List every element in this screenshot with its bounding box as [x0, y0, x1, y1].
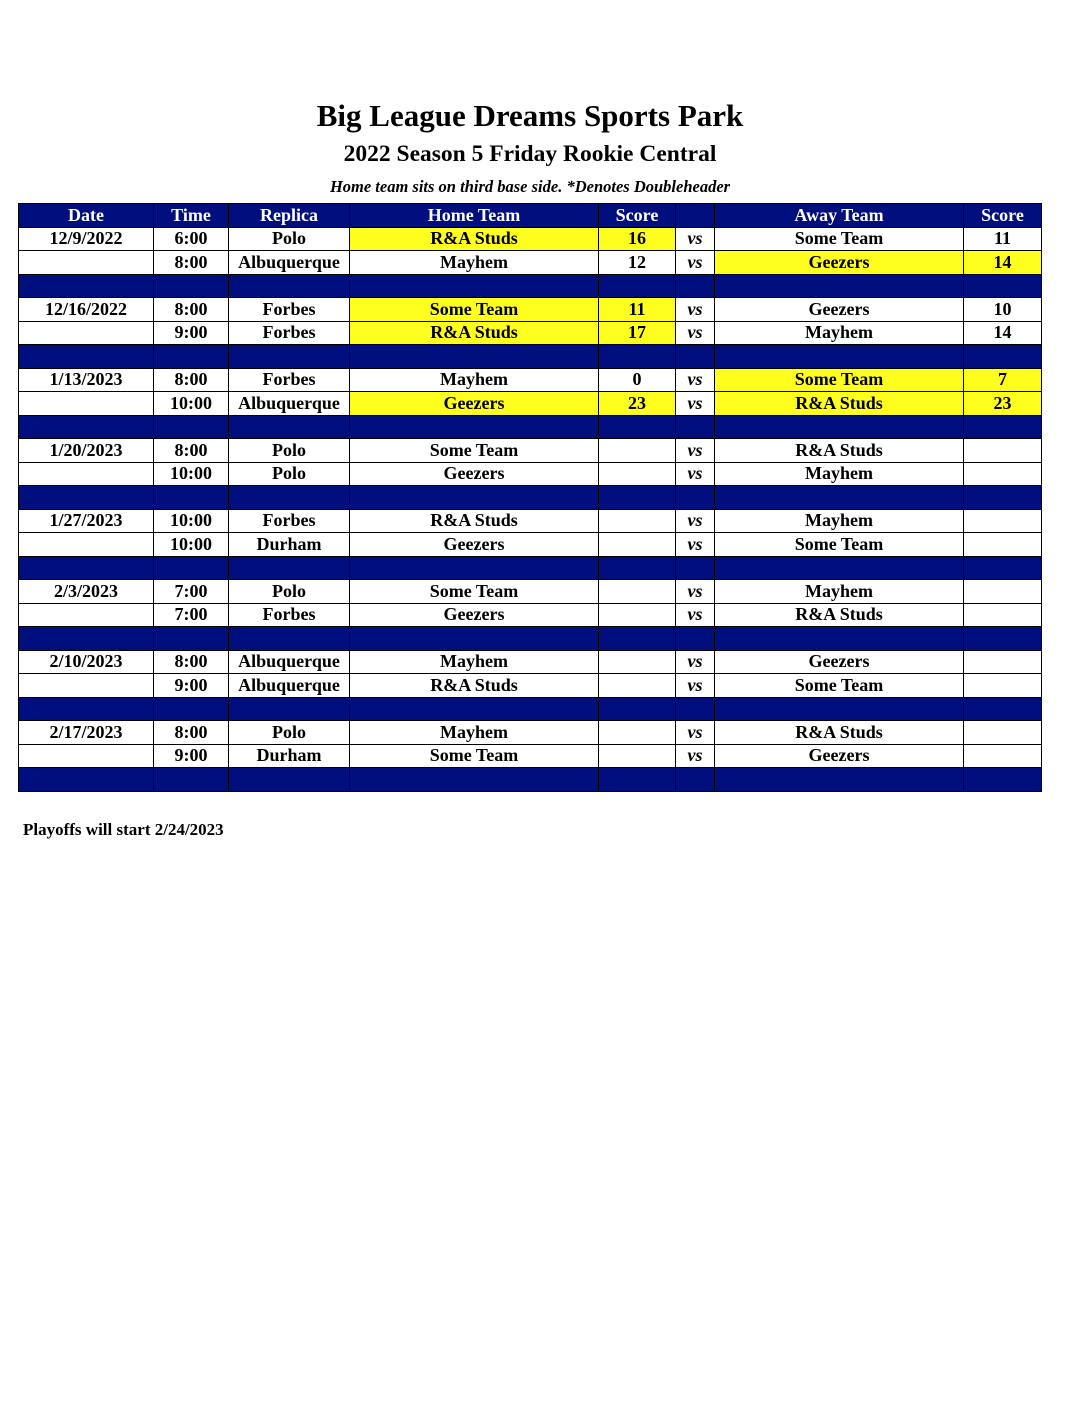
- week-separator: [19, 627, 1042, 651]
- game-time: 6:00: [154, 227, 229, 251]
- game-date: 1/20/2023: [19, 439, 154, 463]
- home-team: Geezers: [350, 533, 599, 557]
- game-row: [19, 321, 1042, 345]
- separator-cell: [229, 486, 350, 510]
- game-row: [19, 650, 1042, 674]
- vs-label: vs: [676, 439, 715, 463]
- game-row: [19, 439, 1042, 463]
- away-team: Some Team: [715, 227, 964, 251]
- separator-cell: [350, 274, 599, 298]
- home-team: Geezers: [350, 392, 599, 416]
- separator-cell: [229, 627, 350, 651]
- separator-cell: [19, 768, 154, 792]
- page-title: Big League Dreams Sports Park: [316, 98, 744, 133]
- separator-cell: [229, 415, 350, 439]
- separator-cell: [154, 486, 229, 510]
- home-score: 11: [599, 298, 676, 322]
- header-row: [19, 204, 1042, 228]
- separator-cell: [350, 768, 599, 792]
- separator-cell: [19, 274, 154, 298]
- game-time: 8:00: [154, 251, 229, 275]
- vs-label: vs: [676, 251, 715, 275]
- game-field: Polo: [229, 580, 350, 604]
- home-score: [599, 744, 676, 768]
- separator-cell: [154, 415, 229, 439]
- game-row: [19, 227, 1042, 251]
- separator-cell: [676, 627, 715, 651]
- away-score: 14: [964, 321, 1042, 345]
- away-score: 23: [964, 392, 1042, 416]
- separator-cell: [350, 556, 599, 580]
- away-team: Some Team: [715, 533, 964, 557]
- game-field: Forbes: [229, 298, 350, 322]
- game-time: 9:00: [154, 744, 229, 768]
- away-team: Mayhem: [715, 321, 964, 345]
- game-field: Albuquerque: [229, 650, 350, 674]
- game-date: 1/27/2023: [19, 509, 154, 533]
- away-score: [964, 462, 1042, 486]
- week-separator: [19, 768, 1042, 792]
- separator-cell: [154, 556, 229, 580]
- game-row: [19, 744, 1042, 768]
- separator-cell: [715, 345, 964, 369]
- separator-cell: [964, 345, 1042, 369]
- away-score: [964, 439, 1042, 463]
- away-team: Mayhem: [715, 509, 964, 533]
- separator-cell: [350, 345, 599, 369]
- vs-label: vs: [676, 674, 715, 698]
- week-separator: [19, 415, 1042, 439]
- away-score: 10: [964, 298, 1042, 322]
- home-score: [599, 650, 676, 674]
- home-score: 17: [599, 321, 676, 345]
- home-team: Mayhem: [350, 721, 599, 745]
- game-date: [19, 603, 154, 627]
- away-team: R&A Studs: [715, 439, 964, 463]
- game-date: [19, 251, 154, 275]
- separator-cell: [19, 697, 154, 721]
- game-row: [19, 509, 1042, 533]
- away-score: [964, 533, 1042, 557]
- separator-cell: [676, 415, 715, 439]
- away-score: [964, 509, 1042, 533]
- away-team: Mayhem: [715, 462, 964, 486]
- home-team: R&A Studs: [350, 227, 599, 251]
- game-field: Polo: [229, 462, 350, 486]
- home-team: Mayhem: [350, 650, 599, 674]
- separator-cell: [599, 415, 676, 439]
- separator-cell: [19, 627, 154, 651]
- game-row: [19, 251, 1042, 275]
- away-score: [964, 721, 1042, 745]
- separator-cell: [676, 768, 715, 792]
- separator-cell: [154, 768, 229, 792]
- home-team: R&A Studs: [350, 674, 599, 698]
- game-field: Polo: [229, 227, 350, 251]
- game-field: Forbes: [229, 321, 350, 345]
- home-score: [599, 721, 676, 745]
- game-row: [19, 603, 1042, 627]
- game-field: Forbes: [229, 509, 350, 533]
- separator-cell: [350, 627, 599, 651]
- away-score: 14: [964, 251, 1042, 275]
- separator-cell: [599, 627, 676, 651]
- away-score: [964, 580, 1042, 604]
- game-row: [19, 533, 1042, 557]
- game-date: 1/13/2023: [19, 368, 154, 392]
- separator-cell: [676, 274, 715, 298]
- game-date: [19, 674, 154, 698]
- separator-cell: [599, 486, 676, 510]
- game-row: [19, 368, 1042, 392]
- away-team: Geezers: [715, 251, 964, 275]
- home-score: [599, 603, 676, 627]
- col-header-home-score: Score: [599, 204, 676, 228]
- col-header-away-team: Away Team: [715, 204, 964, 228]
- game-field: Durham: [229, 744, 350, 768]
- away-score: [964, 674, 1042, 698]
- home-team: Geezers: [350, 462, 599, 486]
- vs-label: vs: [676, 533, 715, 557]
- game-time: 7:00: [154, 603, 229, 627]
- separator-cell: [715, 697, 964, 721]
- week-separator: [19, 345, 1042, 369]
- away-score: [964, 603, 1042, 627]
- home-score: 23: [599, 392, 676, 416]
- separator-cell: [715, 415, 964, 439]
- col-header-vs: [676, 204, 715, 228]
- home-team: Some Team: [350, 580, 599, 604]
- game-time: 8:00: [154, 298, 229, 322]
- vs-label: vs: [676, 392, 715, 416]
- game-time: 8:00: [154, 650, 229, 674]
- game-row: [19, 298, 1042, 322]
- home-score: [599, 462, 676, 486]
- separator-cell: [350, 697, 599, 721]
- separator-cell: [715, 627, 964, 651]
- game-time: 8:00: [154, 368, 229, 392]
- separator-cell: [19, 415, 154, 439]
- separator-cell: [154, 274, 229, 298]
- schedule-table: [18, 203, 1042, 792]
- separator-cell: [350, 486, 599, 510]
- separator-cell: [715, 556, 964, 580]
- home-score: [599, 674, 676, 698]
- away-team: Geezers: [715, 298, 964, 322]
- away-team: Geezers: [715, 744, 964, 768]
- home-team: Mayhem: [350, 251, 599, 275]
- col-header-replica: Replica: [229, 204, 350, 228]
- game-date: [19, 462, 154, 486]
- game-field: Polo: [229, 439, 350, 463]
- playoffs-note: Playoffs will start 2/24/2023: [23, 820, 224, 839]
- home-score: 16: [599, 227, 676, 251]
- away-score: 11: [964, 227, 1042, 251]
- game-date: [19, 321, 154, 345]
- col-header-time: Time: [154, 204, 229, 228]
- game-row: [19, 462, 1042, 486]
- away-team: Some Team: [715, 368, 964, 392]
- separator-cell: [599, 556, 676, 580]
- separator-cell: [229, 556, 350, 580]
- away-score: 7: [964, 368, 1042, 392]
- home-score: [599, 509, 676, 533]
- vs-label: vs: [676, 603, 715, 627]
- schedule-note: Home team sits on third base side. *Denotes Doubleheader: [329, 177, 731, 196]
- separator-cell: [676, 556, 715, 580]
- separator-cell: [599, 274, 676, 298]
- game-time: 10:00: [154, 533, 229, 557]
- col-header-date: Date: [19, 204, 154, 228]
- game-time: 7:00: [154, 580, 229, 604]
- game-time: 8:00: [154, 439, 229, 463]
- game-time: 10:00: [154, 509, 229, 533]
- game-date: 12/9/2022: [19, 227, 154, 251]
- game-field: Durham: [229, 533, 350, 557]
- home-score: [599, 533, 676, 557]
- separator-cell: [599, 345, 676, 369]
- game-time: 9:00: [154, 674, 229, 698]
- home-score: [599, 580, 676, 604]
- separator-cell: [229, 345, 350, 369]
- game-field: Forbes: [229, 603, 350, 627]
- game-date: 12/16/2022: [19, 298, 154, 322]
- home-team: Geezers: [350, 603, 599, 627]
- home-score: 12: [599, 251, 676, 275]
- away-team: R&A Studs: [715, 392, 964, 416]
- separator-cell: [964, 274, 1042, 298]
- away-team: R&A Studs: [715, 721, 964, 745]
- separator-cell: [19, 486, 154, 510]
- separator-cell: [599, 697, 676, 721]
- game-date: 2/3/2023: [19, 580, 154, 604]
- separator-cell: [964, 415, 1042, 439]
- home-team: Some Team: [350, 298, 599, 322]
- vs-label: vs: [676, 580, 715, 604]
- game-time: 10:00: [154, 462, 229, 486]
- home-team: R&A Studs: [350, 509, 599, 533]
- week-separator: [19, 556, 1042, 580]
- vs-label: vs: [676, 650, 715, 674]
- game-date: [19, 744, 154, 768]
- home-team: Some Team: [350, 744, 599, 768]
- game-field: Albuquerque: [229, 674, 350, 698]
- vs-label: vs: [676, 368, 715, 392]
- vs-label: vs: [676, 462, 715, 486]
- game-field: Polo: [229, 721, 350, 745]
- vs-label: vs: [676, 721, 715, 745]
- game-row: [19, 721, 1042, 745]
- week-separator: [19, 274, 1042, 298]
- separator-cell: [676, 345, 715, 369]
- separator-cell: [964, 697, 1042, 721]
- separator-cell: [715, 274, 964, 298]
- schedule-body: [19, 227, 1042, 791]
- away-score: [964, 744, 1042, 768]
- separator-cell: [599, 768, 676, 792]
- separator-cell: [715, 486, 964, 510]
- vs-label: vs: [676, 321, 715, 345]
- game-time: 8:00: [154, 721, 229, 745]
- separator-cell: [229, 274, 350, 298]
- separator-cell: [676, 697, 715, 721]
- game-date: 2/10/2023: [19, 650, 154, 674]
- separator-cell: [154, 697, 229, 721]
- away-team: R&A Studs: [715, 603, 964, 627]
- game-time: 10:00: [154, 392, 229, 416]
- game-date: [19, 392, 154, 416]
- col-header-home-team: Home Team: [350, 204, 599, 228]
- separator-cell: [154, 345, 229, 369]
- col-header-away-score: Score: [964, 204, 1042, 228]
- away-team: Geezers: [715, 650, 964, 674]
- vs-label: vs: [676, 509, 715, 533]
- game-field: Albuquerque: [229, 251, 350, 275]
- home-team: Mayhem: [350, 368, 599, 392]
- game-row: [19, 580, 1042, 604]
- separator-cell: [350, 415, 599, 439]
- page-subtitle: 2022 Season 5 Friday Rookie Central: [343, 141, 717, 167]
- separator-cell: [964, 627, 1042, 651]
- vs-label: vs: [676, 227, 715, 251]
- away-team: Some Team: [715, 674, 964, 698]
- game-date: [19, 533, 154, 557]
- home-score: [599, 439, 676, 463]
- game-field: Forbes: [229, 368, 350, 392]
- separator-cell: [964, 768, 1042, 792]
- separator-cell: [19, 345, 154, 369]
- game-field: Albuquerque: [229, 392, 350, 416]
- home-team: R&A Studs: [350, 321, 599, 345]
- separator-cell: [715, 768, 964, 792]
- separator-cell: [229, 697, 350, 721]
- separator-cell: [676, 486, 715, 510]
- away-score: [964, 650, 1042, 674]
- home-team: Some Team: [350, 439, 599, 463]
- vs-label: vs: [676, 298, 715, 322]
- separator-cell: [964, 486, 1042, 510]
- separator-cell: [964, 556, 1042, 580]
- game-row: [19, 392, 1042, 416]
- week-separator: [19, 486, 1042, 510]
- home-score: 0: [599, 368, 676, 392]
- separator-cell: [229, 768, 350, 792]
- week-separator: [19, 697, 1042, 721]
- separator-cell: [19, 556, 154, 580]
- vs-label: vs: [676, 744, 715, 768]
- game-time: 9:00: [154, 321, 229, 345]
- game-date: 2/17/2023: [19, 721, 154, 745]
- separator-cell: [154, 627, 229, 651]
- away-team: Mayhem: [715, 580, 964, 604]
- game-row: [19, 674, 1042, 698]
